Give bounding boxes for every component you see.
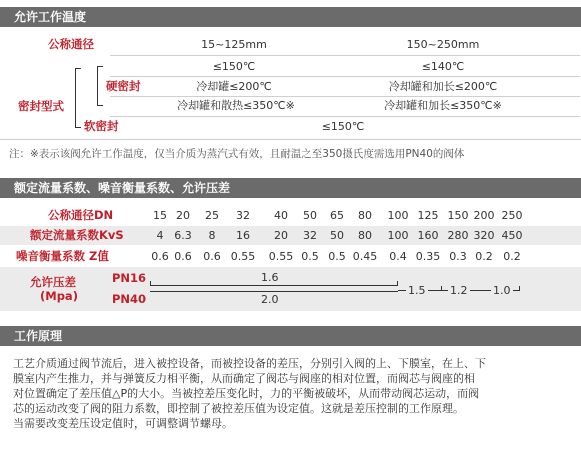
seal-bracket <box>75 68 76 128</box>
dp-label: 允许压差 <box>30 275 76 289</box>
principle-line: 膜室内产生推力，并与弹簧反力相平衡，从而确定了阀芯与阀座的相对位置，而阀芯与阀座的相 <box>13 372 475 385</box>
z-value-cell: 0.55 <box>268 250 294 263</box>
dn-value-cell: 40 <box>274 209 288 222</box>
seal-type-label: 密封型式 <box>18 99 64 113</box>
z-value-cell: 0.4 <box>389 250 407 263</box>
z-value-cell: 0.2 <box>503 250 521 263</box>
pn16-label: PN16 <box>112 271 147 285</box>
pn40-range-line <box>150 291 398 292</box>
dn-value-cell: 80 <box>358 209 372 222</box>
row-divider <box>110 76 580 77</box>
pn40-main-value: 2.0 <box>258 293 282 306</box>
hard-seal-bracket-bottom <box>97 105 103 106</box>
dn-value-cell: 250 <box>501 209 523 222</box>
z-value-cell: 0.2 <box>475 250 493 263</box>
hard-row-2-col1: 冷却罐≤200℃ <box>196 80 272 93</box>
range-tick <box>519 286 520 291</box>
z-value-cell: 0.5 <box>301 250 319 263</box>
temp-dn-col1: 15~125mm <box>201 38 267 51</box>
row-divider <box>110 116 580 117</box>
z-value-cell: 0.3 <box>449 250 467 263</box>
principle-section-title: 工作原理 <box>14 329 63 343</box>
kvs-label: 额定流量系数KvS <box>30 228 124 242</box>
kvs-value-cell: 100 <box>387 229 409 242</box>
row-divider <box>110 96 580 97</box>
hard-row-1-col2: ≤140℃ <box>421 60 465 73</box>
z-value-cell: 0.6 <box>203 250 221 263</box>
flow-dn-label: 公称通径DN <box>48 208 114 222</box>
hard-seal-label: 硬密封 <box>106 79 141 93</box>
row-divider <box>110 55 580 56</box>
pn16-range-line <box>150 285 398 286</box>
flow-section-header <box>0 178 581 198</box>
z-value-cell: 0.5 <box>328 250 346 263</box>
kvs-value-cell: 4 <box>156 229 164 242</box>
dn-value-cell: 15 <box>153 209 167 222</box>
hard-row-3-col1: 冷却罐和散热≤350℃※ <box>177 99 295 112</box>
z-value-cell: 0.6 <box>151 250 169 263</box>
hard-seal-bracket <box>97 66 98 106</box>
dp-unit: (Mpa) <box>40 289 78 303</box>
dn-value-cell: 20 <box>176 209 190 222</box>
dn-value-cell: 25 <box>205 209 219 222</box>
kvs-value-cell: 50 <box>330 229 344 242</box>
hard-seal-bracket-top <box>97 66 103 67</box>
kvs-value-cell: 160 <box>417 229 439 242</box>
kvs-value-cell: 20 <box>274 229 288 242</box>
principle-section-header <box>0 326 581 346</box>
dn-value-cell: 65 <box>330 209 344 222</box>
hard-row-2-col2: 冷却罐和加长≤200℃ <box>388 80 498 93</box>
pn16-seg2-value: 1.2 <box>450 284 468 297</box>
dn-value-cell: 150 <box>447 209 469 222</box>
range-tick <box>150 281 151 286</box>
temp-dn-label: 公称通径 <box>48 37 94 51</box>
z-value-cell: 0.45 <box>352 250 378 263</box>
temp-section-header <box>0 7 581 27</box>
principle-line: 当需要改变差压设定值时，可调整调节螺母。 <box>13 417 233 430</box>
kvs-value-cell: 32 <box>303 229 317 242</box>
pn16-seg3-value: 1.0 <box>493 284 511 297</box>
dn-value-cell: 125 <box>417 209 439 222</box>
principle-line: 对位置确定了差压值△P的大小。当被控差压变化时，力的平衡被破坏，从而带动阀芯运动，而阀 <box>13 387 480 400</box>
dn-value-cell: 50 <box>303 209 317 222</box>
seal-bracket-top <box>75 68 81 69</box>
dn-value-cell: 200 <box>473 209 495 222</box>
kvs-value-cell: 16 <box>236 229 250 242</box>
principle-line: 芯的运动改变了阀的阻力系数，即控制了被控差压值为设定值。这就是差压控制的工作原理。 <box>13 402 464 415</box>
range-tick <box>397 281 398 286</box>
kvs-value-cell: 450 <box>501 229 523 242</box>
dn-value-cell: 100 <box>387 209 409 222</box>
principle-paragraph <box>13 356 575 431</box>
flow-section-title: 额定流量系数、噪音衡量系数、允许压差 <box>14 181 231 195</box>
principle-line: 工艺介质通过阀节流后，进入被控设备，而被控设备的差压，分别引入阀的上、下膜室，在上、下 <box>13 357 486 370</box>
z-value-cell: 0.6 <box>174 250 192 263</box>
hard-row-3-col2: 冷却罐和加长≤350℃※ <box>384 99 502 112</box>
kvs-value-cell: 6.3 <box>174 229 192 242</box>
kvs-value-cell: 8 <box>208 229 216 242</box>
temp-note: 注：※表示该阀允许工作温度，仅当介质为蒸汽式有效，且耐温之至350摄氏度需选用PN40的阀体 <box>9 148 465 160</box>
pn16-seg1-value: 1.5 <box>408 284 426 297</box>
temp-dn-col2: 150~250mm <box>406 38 480 51</box>
soft-seal-value: ≤150℃ <box>321 120 365 133</box>
z-value-cell: 0.55 <box>230 250 256 263</box>
dn-value-cell: 32 <box>236 209 250 222</box>
temp-section-title: 允许工作温度 <box>14 10 87 24</box>
pn16-main-value: 1.6 <box>258 271 282 284</box>
kvs-value-cell: 280 <box>447 229 469 242</box>
pn40-label: PN40 <box>112 292 147 306</box>
z-value-cell: 0.35 <box>415 250 441 263</box>
seal-bracket-bottom <box>75 127 81 128</box>
kvs-value-cell: 80 <box>358 229 372 242</box>
kvs-value-cell: 320 <box>473 229 495 242</box>
z-label: 噪音衡量系数 Z值 <box>16 249 109 263</box>
soft-seal-label: 软密封 <box>84 119 119 133</box>
row-divider <box>0 139 581 140</box>
hard-row-1-col1: ≤150℃ <box>212 60 256 73</box>
